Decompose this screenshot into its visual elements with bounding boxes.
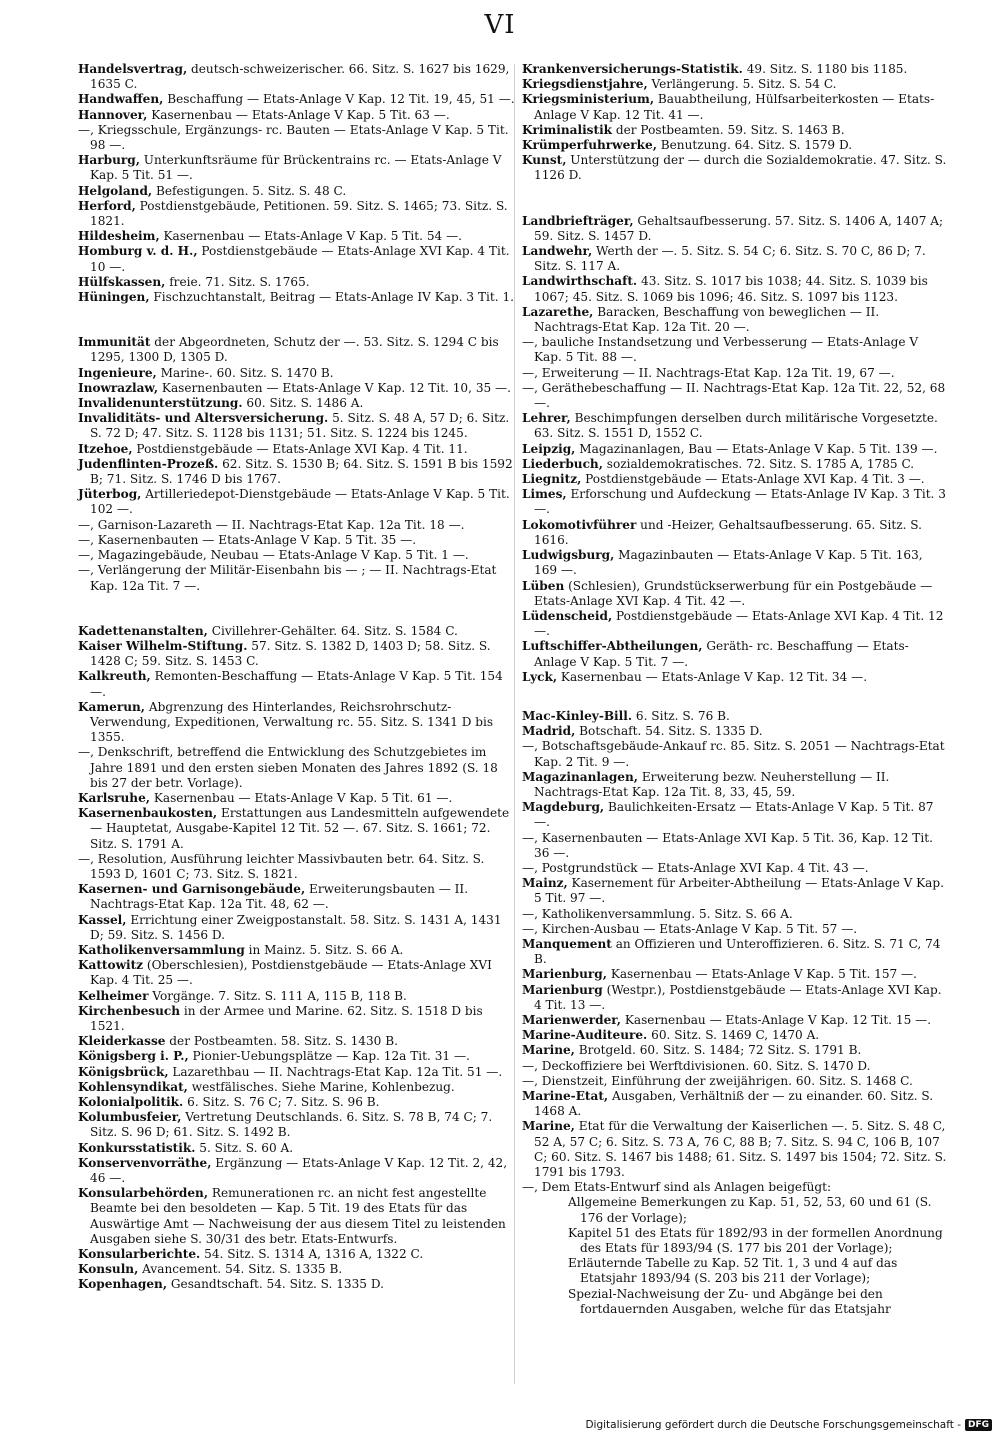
index-entry [522,670,947,685]
index-entry-heading: Harburg, [78,153,140,168]
index-entry [522,1287,947,1317]
index-entry [522,937,947,967]
index-entry-heading: Homburg v. d. H., [78,244,198,259]
index-entry-text: Kasernenbauten — Etats-Anlage V Kap. 12 Tit. 10, 35 —. [158,380,511,395]
index-entry-text: Botschaft. 54. Sitz. S. 1335 D. [575,724,763,739]
index-entry [78,153,518,183]
index-entry [522,381,947,411]
index-entry [78,199,518,229]
index-entry-heading: Kolumbusfeier, [78,1110,182,1125]
index-entry-text: Gehaltsaufbesserung. 57. Sitz. S. 1406 A, 1407 A; 59. Sitz. S. 1457 D. [534,213,944,243]
index-entry-heading: Kasernen- und Garnisongebäude, [78,882,306,897]
section-gap [522,184,947,214]
index-entry-text: —, bauliche Instandsetzung und Verbesserung — Etats-Anlage V Kap. 5 Tit. 88 —. [522,335,919,365]
index-entry [78,1277,518,1292]
index-column-left [78,62,518,1293]
index-entry-text: Artilleriedepot-Dienstgebäude — Etats-Anlage V Kap. 5 Tit. 102 —. [90,487,510,517]
index-entry-text: Erweiterungsbauten — II. Nachtrags-Etat Kap. 12a Tit. 48, 62 —. [90,882,469,912]
index-entry [78,123,518,153]
index-entry-heading: Marienburg [522,982,603,997]
index-entry [522,639,947,669]
index-entry [78,396,518,411]
index-entry-text: der Abgeordneten, Schutz der —. 53. Sitz. S. 1294 C bis 1295, 1300 D, 1305 D. [90,335,499,365]
index-entry-heading: Mac-Kinley-Bill. [522,708,633,723]
index-entry-heading: Leipzig, [522,441,576,456]
index-column-right [522,62,947,1317]
index-entry-heading: Hülfskassen, [78,274,166,289]
index-entry-text: Unterkunftsräume für Brückentrains rc. — Etats-Anlage V Kap. 5 Tit. 51 —. [90,153,502,183]
index-entry-heading: Itzehoe, [78,441,133,456]
index-entry-heading: Manquement [522,936,612,951]
index-entry-heading: Marine-Etat, [522,1089,609,1103]
index-entry-text: und -Heizer, Gehaltsaufbesserung. 65. Sitz. S. 1616. [534,517,922,547]
index-entry [78,1034,518,1049]
index-entry-heading: Marine, [522,1119,575,1134]
index-entry-heading: Madrid, [522,724,576,739]
index-entry-text: Avancement. 54. Sitz. S. 1335 B. [138,1262,343,1277]
index-entry [78,1262,518,1277]
index-entry-heading: Kriminalistik [522,122,613,137]
index-entry-text: 60. Sitz. S. 1486 A. [242,396,364,411]
index-entry-text: Civillehrer-Gehälter. 64. Sitz. S. 1584 C. [207,623,458,638]
index-entry-text: —, Verlängerung der Militär-Eisenbahn bis — ; — II. Nachtrags-Etat Kap. 12a Tit. 7 —. [78,563,497,593]
index-entry-heading: Konkursstatistik. [78,1140,196,1155]
index-entry-text: —, Postgrundstück — Etats-Anlage XVI Kap. 4 Tit. 43 —. [522,860,869,875]
index-entry [78,366,518,381]
index-entry-text: —, Kasernenbauten — Etats-Anlage XVI Kap. 5 Tit. 36, Kap. 12 Tit. 36 —. [522,830,933,860]
index-entry-heading: Marienburg, [522,967,607,982]
index-entry-text: —, Botschaftsgebäude-Ankauf rc. 85. Sitz. S. 2051 — Nachtrags-Etat Kap. 2 Tit. 9 —. [522,739,945,769]
index-entry-text: 5. Sitz. S. 48 A, 57 D; 6. Sitz. S. 72 D; 47. Sitz. S. 1128 bis 1131; 51. Sitz. S. 1224 bis 1245. [90,411,510,441]
index-entry-heading: Kattowitz [78,958,144,973]
index-entry [78,1156,518,1186]
index-entry-heading: Herford, [78,198,136,213]
index-entry-text: Postdienstgebäude — Etats-Anlage XVI Kap. 4 Tit. 11. [132,441,468,456]
index-entry-heading: Kolonialpolitik. [78,1095,184,1109]
index-entry-heading: Kirchenbesuch [78,1003,181,1018]
index-entry-heading: Hildesheim, [78,229,160,244]
index-entry-heading: Immunität [78,335,151,350]
index-entry [522,518,947,548]
index-entry [522,92,947,122]
index-entry [78,244,518,274]
index-entry-text: Erstattungen aus Landesmitteln aufgewendete — Hauptetat, Ausgabe-Kapitel 12 Tit. 52 —. 67. Sitz. S. 1661; 72. Sitz. S. 1791 A. [90,806,510,851]
index-entry-heading: Marine, [522,1043,575,1058]
index-entry-text: Baracken, Beschaffung von beweglichen — II. Nachtrags-Etat Kap. 12a Tit. 20 —. [534,304,880,335]
index-entry-heading: Landwirthschaft. [522,274,638,289]
index-entry-heading: Konsularberichte. [78,1247,201,1262]
index-entry-text: Ergänzung — Etats-Anlage V Kap. 12 Tit. 2, 42, 46 —. [90,1155,508,1186]
index-entry [522,1226,947,1256]
index-entry-heading: Handelsvertrag, [78,62,188,76]
index-entry [78,518,518,533]
index-entry-heading: Invalidenunterstützung. [78,396,243,411]
index-entry-text: Kasernenbau — Etats-Anlage V Kap. 5 Tit. 54 —. [159,229,463,244]
index-entry [78,92,518,107]
page-number: VI [484,10,516,40]
index-entry-heading: Kohlensyndikat, [78,1079,188,1094]
index-entry-text: Magazinanlagen, Bau — Etats-Anlage V Kap. 5 Tit. 139 —. [575,441,938,456]
index-entry [78,1095,518,1110]
index-entry-text: Befestigungen. 5. Sitz. S. 48 C. [152,183,347,198]
index-entry-text: Gesandtschaft. 54. Sitz. S. 1335 D. [167,1277,384,1292]
index-entry [522,1028,947,1043]
index-entry [522,609,947,639]
index-entry [522,138,947,153]
index-entry-text: westfälisches. Siehe Marine, Kohlenbezug. [187,1079,455,1094]
index-entry [522,153,947,183]
index-entry-heading: Königsbrück, [78,1064,169,1079]
index-entry [78,989,518,1004]
index-entry-text: —, Magazingebäude, Neubau — Etats-Anlage V Kap. 5 Tit. 1 —. [78,548,469,563]
index-entry-text: Postdienstgebäude — Etats-Anlage XVI Kap. 4 Tit. 10 —. [90,244,510,274]
index-entry-heading: Königsberg i. P., [78,1049,189,1064]
index-entry [522,709,947,724]
index-entry [522,472,947,487]
index-entry-text: —, Garnison-Lazareth — II. Nachtrags-Etat Kap. 12a Tit. 18 —. [78,517,465,532]
index-entry [522,214,947,244]
index-entry-heading: Krankenversicherungs-Statistik. [522,62,743,76]
index-entry-text: Ausgaben, Verhältniß der — zu einander. 60. Sitz. S. 1468 A. [534,1089,934,1119]
index-entry-text: 43. Sitz. S. 1017 bis 1038; 44. Sitz. S. 1039 bis 1067; 45. Sitz. S. 1069 bis 1096; 46. Sitz. S. 1097 bis 1123. [534,274,928,304]
index-entry-text: Kasernenbau — Etats-Anlage V Kap. 12 Tit. 34 —. [557,669,868,684]
index-entry-text: Postdienstgebäude — Etats-Anlage XVI Kap. 4 Tit. 3 —. [581,472,925,487]
index-entry-text: —, Katholikenversammlung. 5. Sitz. S. 66 A. [522,906,793,921]
index-entry-heading: Konsularbehörden, [78,1186,209,1201]
index-entry-heading: Kriegsdienstjahre, [522,77,648,92]
section-gap [522,685,947,709]
index-entry-heading: Handwaffen, [78,92,164,107]
index-entry-text: Pionier-Uebungsplätze — Kap. 12a Tit. 31 —. [188,1049,470,1064]
index-entry [522,411,947,441]
index-entry [522,1013,947,1028]
index-entry [522,244,947,274]
index-entry-text: Spezial-Nachweisung der Zu- und Abgänge bei den fortdauernden Ausgaben, welche für das Etatsjahr [568,1286,891,1316]
index-entry [522,770,947,800]
index-entry-text: Kasernenbau — Etats-Anlage V Kap. 12 Tit. 15 —. [621,1012,932,1027]
footer-text: Digitalisierung gefördert durch die Deutsche Forschungsgemeinschaft - [585,1419,961,1431]
index-entry-text: Erweiterung bezw. Neuherstellung — II. Nachtrags-Etat Kap. 12a Tit. 8, 33, 45, 59. [534,769,890,799]
index-entry-heading: Ingenieure, [78,365,157,380]
index-entry-heading: Marine-Auditeure. [522,1028,648,1043]
index-entry-text: —, Denkschrift, betreffend die Entwicklung des Schutzgebietes im Jahre 1891 und den ersten sieben Monaten des Jahres 1892 (S. 18 bis 27 der betr. Vorlage). [78,745,498,790]
index-entry-heading: Hüningen, [78,290,150,305]
index-entry [78,700,518,746]
index-entry-text: Verlängerung. 5. Sitz. S. 54 C. [647,77,837,92]
index-entry [78,487,518,517]
index-entry [78,852,518,882]
index-entry [522,274,947,304]
index-entry-heading: Katholikenversammlung [78,942,245,957]
index-entry-heading: Landwehr, [522,244,593,259]
index-entry-text: —, Kasernenbauten — Etats-Anlage V Kap. 5 Tit. 35 —. [78,532,417,547]
index-entry [78,229,518,244]
index-entry [522,876,947,906]
index-entry-heading: Lokomotivführer [522,517,637,532]
index-entry-text: Benutzung. 64. Sitz. S. 1579 D. [656,138,853,153]
index-entry [522,1043,947,1058]
index-entry [522,1119,947,1180]
index-entry-heading: Helgoland, [78,183,153,198]
index-entry-text: 57. Sitz. S. 1382 D, 1403 D; 58. Sitz. S. 1428 C; 59. Sitz. S. 1453 C. [90,638,491,669]
index-entry-text: 62. Sitz. S. 1530 B; 64. Sitz. S. 1591 B bis 1592 B; 71. Sitz. S. 1746 D bis 1767. [90,456,513,487]
index-entry-heading: Lüben [522,578,565,593]
index-entry-heading: Krümperfuhrwerke, [522,138,657,153]
index-entry [78,639,518,669]
index-entry [522,861,947,876]
index-entry-text: Abgrenzung des Hinterlandes, Reichsrohrschutz-Verwendung, Expeditionen, Verwaltung rc. 55. Sitz. S. 1341 D bis 1355. [90,699,494,745]
index-entry-heading: Lyck, [522,669,558,684]
index-entry-text: 60. Sitz. S. 1469 C, 1470 A. [647,1028,820,1043]
index-entry [78,806,518,852]
index-entry [78,275,518,290]
index-entry-text: Erläuternde Tabelle zu Kap. 52 Tit. 1, 3 und 4 auf das Etatsjahr 1893/94 (S. 203 bis 211 der Vorlage); [568,1256,898,1286]
index-entry [522,442,947,457]
section-gap [78,305,518,335]
index-entry-heading: Kelheimer [78,988,149,1003]
index-entry-text: freie. 71. Sitz. S. 1765. [165,274,310,289]
index-entry-text: 6. Sitz. S. 76 B. [632,708,730,723]
index-entry [78,457,518,487]
index-entry-heading: Luftschiffer-Abtheilungen, [522,639,703,654]
index-entry [78,669,518,699]
index-entry-text: Remonten-Beschaffung — Etats-Anlage V Kap. 5 Tit. 154 —. [90,669,503,699]
index-entry-heading: Lehrer, [522,411,571,426]
index-entry-heading: Kamerun, [78,699,146,714]
index-entry-heading: Kaiser Wilhelm-Stiftung. [78,638,248,653]
index-entry-text: Brotgeld. 60. Sitz. S. 1484; 72 Sitz. S. 1791 B. [574,1043,862,1058]
index-entry-heading: Kalkreuth, [78,669,151,684]
index-entry [78,533,518,548]
index-entry-text: Erforschung und Aufdeckung — Etats-Anlage IV Kap. 3 Tit. 3 —. [534,487,946,517]
index-entry-heading: Kasernenbaukosten, [78,806,218,821]
index-entry-heading: Landbriefträger, [522,213,634,228]
index-entry [78,1247,518,1262]
index-entry-text: (Oberschlesien), Postdienstgebäude — Etats-Anlage XVI Kap. 4 Tit. 25 —. [90,958,492,988]
index-entry [78,745,518,791]
index-entry-text: —, Kriegsschule, Ergänzungs- rc. Bauten — Etats-Anlage V Kap. 5 Tit. 98 —. [78,122,509,153]
index-entry-text: in der Armee und Marine. 62. Sitz. S. 1518 D bis 1521. [90,1003,483,1033]
index-entry-heading: Ludwigsburg, [522,548,615,563]
index-entry-text: —, Deckoffiziere bei Werftdivisionen. 60. Sitz. S. 1470 D. [522,1058,871,1073]
index-entry [78,563,518,593]
index-entry [78,958,518,988]
index-entry [522,366,947,381]
index-entry-text: Werth der —. 5. Sitz. S. 54 C; 6. Sitz. S. 70 C, 86 D; 7. Sitz. S. 117 A. [534,244,926,274]
index-entry-text: Fischzuchtanstalt, Beitrag — Etats-Anlage IV Kap. 3 Tit. 1. [149,290,514,305]
index-entry-heading: Marienwerder, [522,1012,622,1027]
index-entry [522,907,947,922]
index-entry [78,1110,518,1140]
index-entry-text: 6. Sitz. S. 76 C; 7. Sitz. S. 96 B. [183,1095,380,1109]
index-entry-text: —, Resolution, Ausführung leichter Massivbauten betr. 64. Sitz. S. 1593 D, 1601 C; 73. Sitz. S. 1821. [78,851,485,881]
index-entry [78,1004,518,1034]
index-entry [78,108,518,123]
index-entry-heading: Konsuln, [78,1262,139,1277]
index-entry-text: (Westpr.), Postdienstgebäude — Etats-Anlage XVI Kap. 4 Tit. 13 —. [534,982,942,1012]
index-entry-heading: Judenflinten-Prozeß. [78,456,219,471]
index-entry [522,967,947,982]
index-entry-text: der Postbeamten. 58. Sitz. S. 1430 B. [165,1034,398,1049]
index-entry-text: Lazarethbau — II. Nachtrags-Etat Kap. 12a Tit. 51 —. [168,1064,503,1079]
index-entry [78,290,518,305]
index-entry-heading: Kadettenanstalten, [78,623,208,638]
index-entry [522,1195,947,1225]
index-entry [522,77,947,92]
index-entry [522,800,947,830]
index-entry-heading: Lüdenscheid, [522,608,613,623]
index-entry-text: Kasernenbau — Etats-Anlage V Kap. 5 Tit. 63 —. [147,107,450,122]
index-entry-heading: Inowrazlaw, [78,380,159,395]
index-entry [522,457,947,472]
index-entry-text: —, Dienstzeit, Einführung der zweijährigen. 60. Sitz. S. 1468 C. [522,1073,913,1088]
index-entry-heading: Magdeburg, [522,800,605,815]
index-entry [522,1059,947,1074]
index-entry [522,922,947,937]
index-entry-text: —, Kirchen-Ausbau — Etats-Anlage V Kap. 5 Tit. 57 —. [522,921,858,936]
index-entry [78,335,518,365]
index-entry-text: —, Erweiterung — II. Nachtrags-Etat Kap. 12a Tit. 19, 67 —. [522,365,895,380]
index-entry-text: Geräth- rc. Beschaffung — Etats-Anlage V Kap. 5 Tit. 7 —. [534,639,909,669]
index-entry-text: Beschaffung — Etats-Anlage V Kap. 12 Tit. 19, 45, 51 —. [163,92,515,107]
index-entry-text: deutsch-schweizerischer. 66. Sitz. S. 1627 bis 1629, 1635 C. [90,62,510,92]
index-entry-text: Unterstützung der — durch die Sozialdemokratie. 47. Sitz. S. 1126 D. [534,153,947,183]
index-entry-heading: Kunst, [522,153,567,168]
index-entry [522,579,947,609]
index-entry-text: —, Geräthebeschaffung — II. Nachtrags-Etat Kap. 12a Tit. 22, 52, 68 —. [522,380,946,411]
section-gap [78,594,518,624]
index-entry [78,913,518,943]
index-entry-heading: Magazinanlagen, [522,769,638,784]
index-entry [522,831,947,861]
index-entry [522,335,947,365]
index-entry [78,411,518,441]
index-entry-heading: Konservenvorräthe, [78,1155,212,1170]
index-entry-text: 5. Sitz. S. 60 A. [195,1140,294,1155]
index-entry [522,739,947,769]
index-entry [78,381,518,396]
index-entry-heading: Liegnitz, [522,472,582,487]
index-entry [522,724,947,739]
index-entry-heading: Kopenhagen, [78,1277,168,1292]
index-entry-text: (Schlesien), Grundstückserwerbung für ein Postgebäude — Etats-Anlage XVI Kap. 4 Tit. 42 —. [534,578,933,608]
index-entry-text: —, Dem Etats-Entwurf sind als Anlagen beigefügt: [522,1180,832,1195]
index-entry-text: Vorgänge. 7. Sitz. S. 111 A, 115 B, 118 B. [148,988,407,1003]
index-entry-heading: Karlsruhe, [78,790,150,805]
index-entry-heading: Kassel, [78,912,127,927]
index-entry [78,943,518,958]
index-entry-text: sozialdemokratisches. 72. Sitz. S. 1785 A, 1785 C. [602,456,915,471]
index-entry-text: Kasernenbau — Etats-Anlage V Kap. 5 Tit. 61 —. [149,790,453,805]
index-entry-text: Vertretung Deutschlands. 6. Sitz. S. 78 B, 74 C; 7. Sitz. S. 96 D; 61. Sitz. S. 1492 B. [90,1110,493,1140]
index-entry [522,1256,947,1286]
index-entry-heading: Kleiderkasse [78,1034,166,1049]
index-entry [78,882,518,912]
index-entry-heading: Invaliditäts- und Altersversicherung. [78,411,329,426]
index-entry-text: Baulichkeiten-Ersatz — Etats-Anlage V Kap. 5 Tit. 87 —. [534,800,934,830]
index-entry [522,62,947,77]
index-entry [522,123,947,138]
index-entry-text: Kapitel 51 des Etats für 1892/93 in der formellen Anordnung des Etats für 1893/94 (S. 177 bis 201 der Vorlage); [568,1225,943,1256]
index-entry-text: Beschimpfungen derselben durch militärische Vorgesetzte. 63. Sitz. S. 1551 D, 1552 C. [534,411,938,441]
index-entry-text: Marine-. 60. Sitz. S. 1470 B. [156,365,334,380]
index-entry [522,548,947,578]
index-entry-heading: Kriegsministerium, [522,92,655,107]
index-entry-heading: Limes, [522,487,567,502]
index-entry-text: Bauabtheilung, Hülfsarbeiterkosten — Etats-Anlage V Kap. 12 Tit. 41 —. [534,92,935,122]
index-entry [78,1080,518,1095]
index-entry-heading: Mainz, [522,876,568,891]
index-entry-heading: Jüterbog, [78,487,142,502]
index-entry [522,1180,947,1195]
index-entry-text: Postdienstgebäude — Etats-Anlage XVI Kap. 4 Tit. 12 —. [534,608,944,639]
index-entry [522,1074,947,1089]
index-entry-text: Magazinbauten — Etats-Anlage V Kap. 5 Tit. 163, 169 —. [534,548,923,578]
index-entry [78,62,518,92]
index-entry-text: 54. Sitz. S. 1314 A, 1316 A, 1322 C. [200,1247,424,1262]
index-entry [78,1065,518,1080]
index-entry-text: Postdienstgebäude, Petitionen. 59. Sitz. S. 1465; 73. Sitz. S. 1821. [90,198,508,229]
index-entry [78,184,518,199]
index-entry-text: in Mainz. 5. Sitz. S. 66 A. [244,942,404,957]
index-entry-text: Kasernenbau — Etats-Anlage V Kap. 5 Tit. 157 —. [606,967,917,982]
dfg-logo: DFG [965,1419,992,1431]
index-entry [78,624,518,639]
index-entry-heading: Hannover, [78,107,148,122]
index-entry [78,1049,518,1064]
index-entry [78,1141,518,1156]
index-entry-text: Remunerationen rc. an nicht fest angestellte Beamte bei den besoldeten — Kap. 5 Tit. 19 des Etats für das Auswärtige Amt — Nachweisung der aus diesem Titel zu leistenden Ausgaben siehe S. 30/31 des betr. Etats-Entwurfs. [90,1186,506,1246]
footer [585,1419,992,1431]
index-entry-text: Etat für die Verwaltung der Kaiserlichen —. 5. Sitz. S. 48 C, 52 A, 57 C; 6. Sitz. S. 73 A, 76 C, 88 B; 7. Sitz. S. 94 C, 106 B, 107 C; 60. Sitz. S. 1467 bis 1488; 61. Sitz. S. 1497 bis 1504; 72. Sitz. S. 1791 bis 1793. [534,1119,947,1180]
index-entry [522,487,947,517]
index-entry [78,791,518,806]
index-entry-text: Errichtung einer Zweigpostanstalt. 58. Sitz. S. 1431 A, 1431 D; 59. Sitz. S. 1456 D. [90,912,502,942]
index-entry [78,1186,518,1247]
index-entry [522,983,947,1013]
index-entry-text: der Postbeamten. 59. Sitz. S. 1463 B. [612,122,845,137]
index-entry [78,442,518,457]
index-entry [522,1089,947,1119]
index-entry-text: an Offizieren und Unteroffizieren. 6. Sitz. S. 71 C, 74 B. [534,936,941,967]
index-entry-text: Allgemeine Bemerkungen zu Kap. 51, 52, 53, 60 und 61 (S. 176 der Vorlage); [568,1195,932,1225]
index-entry [522,305,947,335]
index-entry [78,548,518,563]
index-entry-text: 49. Sitz. S. 1180 bis 1185. [742,62,908,76]
index-entry-heading: Lazarethe, [522,304,594,319]
index-entry-text: Kasernement für Arbeiter-Abtheilung — Etats-Anlage V Kap. 5 Tit. 97 —. [534,876,944,906]
index-entry-heading: Liederbuch, [522,456,603,471]
